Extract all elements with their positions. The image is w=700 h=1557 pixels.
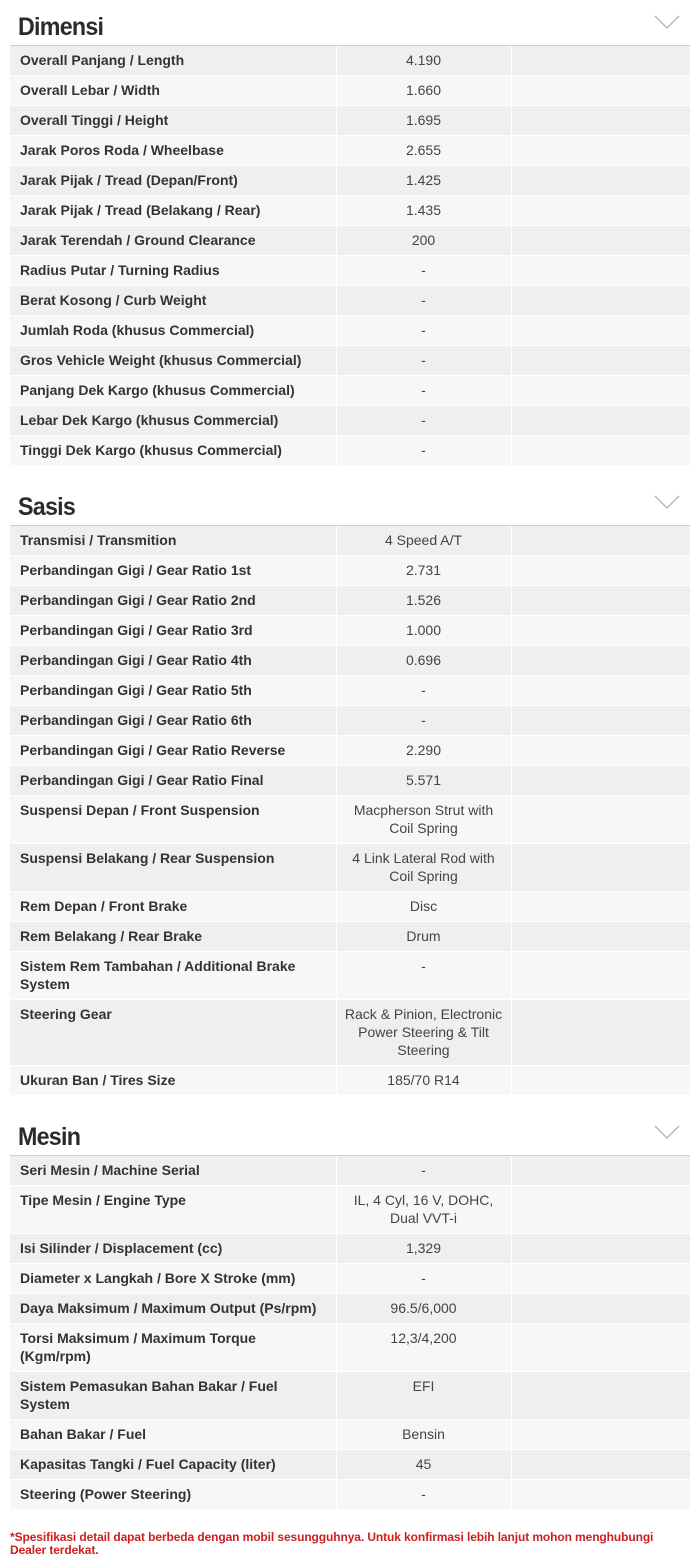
spec-label: Jarak Pijak / Tread (Belakang / Rear) (10, 196, 336, 226)
spec-empty-cell (511, 1066, 690, 1096)
spec-row (10, 76, 690, 106)
spec-label: Steering (Power Steering) (10, 1480, 336, 1510)
spec-empty-cell (511, 766, 690, 796)
spec-row (10, 892, 690, 922)
section-mesin (10, 1110, 690, 1510)
spec-value: 2.655 (336, 136, 511, 166)
spec-row (10, 1420, 690, 1450)
spec-empty-cell (511, 676, 690, 706)
spec-row (10, 1156, 690, 1186)
spec-empty-cell (511, 1000, 690, 1066)
spec-empty-cell (511, 736, 690, 766)
spec-row (10, 586, 690, 616)
spec-label: Seri Mesin / Machine Serial (10, 1156, 336, 1186)
spec-empty-cell (511, 526, 690, 556)
spec-empty-cell (511, 1186, 690, 1234)
spec-empty-cell (511, 376, 690, 406)
spec-empty-cell (511, 952, 690, 1000)
spec-empty-cell (511, 586, 690, 616)
spec-label: Daya Maksimum / Maximum Output (Ps/rpm) (10, 1294, 336, 1324)
spec-empty-cell (511, 892, 690, 922)
chevron-down-icon[interactable] (654, 494, 680, 510)
spec-row (10, 286, 690, 316)
section-header-dimensi[interactable] (10, 0, 690, 46)
spec-label: Bahan Bakar / Fuel (10, 1420, 336, 1450)
spec-value: 185/70 R14 (336, 1066, 511, 1096)
spec-value: 4 Link Lateral Rod with Coil Spring (336, 844, 511, 892)
spec-label: Perbandingan Gigi / Gear Ratio 6th (10, 706, 336, 736)
spec-label: Radius Putar / Turning Radius (10, 256, 336, 286)
spec-empty-cell (511, 1420, 690, 1450)
spec-value: 2.290 (336, 736, 511, 766)
spec-value: 12,3/4,200 (336, 1324, 511, 1372)
spec-label: Kapasitas Tangki / Fuel Capacity (liter) (10, 1450, 336, 1480)
spec-value: 1.526 (336, 586, 511, 616)
spec-label: Rem Depan / Front Brake (10, 892, 336, 922)
spec-empty-cell (511, 646, 690, 676)
disclaimer-footnote: *Spesifikasi detail dapat berbeda dengan mobil sesungguhnya. Untuk konfirmasi lebih lanjut mohon menghubungi Dealer terdekat. (10, 1530, 654, 1557)
spec-value: 4.190 (336, 46, 511, 76)
spec-value: 0.696 (336, 646, 511, 676)
spec-label: Steering Gear (10, 1000, 336, 1066)
spec-row (10, 556, 690, 586)
spec-label: Torsi Maksimum / Maximum Torque (Kgm/rpm) (10, 1324, 336, 1372)
spec-value: 200 (336, 226, 511, 256)
spec-label: Jumlah Roda (khusus Commercial) (10, 316, 336, 346)
spec-row (10, 136, 690, 166)
spec-label: Perbandingan Gigi / Gear Ratio Final (10, 766, 336, 796)
spec-value: - (336, 676, 511, 706)
spec-row (10, 796, 690, 844)
spec-row (10, 844, 690, 892)
spec-label: Isi Silinder / Displacement (cc) (10, 1234, 336, 1264)
spec-value: 1.435 (336, 196, 511, 226)
spec-value: IL, 4 Cyl, 16 V, DOHC, Dual VVT-i (336, 1186, 511, 1234)
spec-row (10, 196, 690, 226)
spec-label: Suspensi Depan / Front Suspension (10, 796, 336, 844)
spec-empty-cell (511, 1450, 690, 1480)
spec-row (10, 766, 690, 796)
spec-empty-cell (511, 844, 690, 892)
spec-empty-cell (511, 556, 690, 586)
spec-row (10, 166, 690, 196)
spec-empty-cell (511, 406, 690, 436)
spec-table-mesin (10, 1156, 690, 1510)
spec-row (10, 376, 690, 406)
spec-empty-cell (511, 346, 690, 376)
spec-value: Disc (336, 892, 511, 922)
spec-row (10, 646, 690, 676)
spec-row (10, 616, 690, 646)
spec-row (10, 922, 690, 952)
spec-label: Lebar Dek Kargo (khusus Commercial) (10, 406, 336, 436)
section-dimensi (10, 0, 690, 466)
spec-label: Transmisi / Transmition (10, 526, 336, 556)
spec-label: Gros Vehicle Weight (khusus Commercial) (10, 346, 336, 376)
spec-label: Overall Panjang / Length (10, 46, 336, 76)
spec-value: Rack & Pinion, Electronic Power Steering & Tilt Steering (336, 1000, 511, 1066)
spec-value: - (336, 286, 511, 316)
spec-empty-cell (511, 166, 690, 196)
spec-label: Jarak Poros Roda / Wheelbase (10, 136, 336, 166)
spec-empty-cell (511, 76, 690, 106)
spec-label: Overall Tinggi / Height (10, 106, 336, 136)
spec-label: Suspensi Belakang / Rear Suspension (10, 844, 336, 892)
spec-empty-cell (511, 1156, 690, 1186)
section-title: Mesin (18, 1123, 81, 1151)
spec-empty-cell (511, 616, 690, 646)
spec-empty-cell (511, 1294, 690, 1324)
spec-row (10, 256, 690, 286)
spec-value: - (336, 1156, 511, 1186)
spec-row (10, 1234, 690, 1264)
spec-value: 45 (336, 1450, 511, 1480)
spec-label: Perbandingan Gigi / Gear Ratio 5th (10, 676, 336, 706)
spec-empty-cell (511, 46, 690, 76)
spec-empty-cell (511, 136, 690, 166)
spec-empty-cell (511, 922, 690, 952)
spec-row (10, 1450, 690, 1480)
spec-row (10, 1372, 690, 1420)
spec-label: Diameter x Langkah / Bore X Stroke (mm) (10, 1264, 336, 1294)
spec-value: - (336, 406, 511, 436)
spec-label: Sistem Rem Tambahan / Additional Brake System (10, 952, 336, 1000)
spec-label: Tipe Mesin / Engine Type (10, 1186, 336, 1234)
spec-empty-cell (511, 196, 690, 226)
spec-value: Macpherson Strut with Coil Spring (336, 796, 511, 844)
spec-empty-cell (511, 106, 690, 136)
spec-label: Perbandingan Gigi / Gear Ratio 2nd (10, 586, 336, 616)
spec-row (10, 526, 690, 556)
spec-row (10, 1264, 690, 1294)
spec-value: - (336, 436, 511, 466)
chevron-down-icon[interactable] (654, 1124, 680, 1140)
spec-value: - (336, 952, 511, 1000)
spec-row (10, 706, 690, 736)
spec-value: - (336, 346, 511, 376)
section-title: Sasis (18, 493, 76, 521)
spec-value: - (336, 1480, 511, 1510)
spec-row (10, 316, 690, 346)
spec-row (10, 436, 690, 466)
spec-value: 1.695 (336, 106, 511, 136)
spec-value: Drum (336, 922, 511, 952)
spec-empty-cell (511, 436, 690, 466)
spec-label: Jarak Terendah / Ground Clearance (10, 226, 336, 256)
spec-label: Perbandingan Gigi / Gear Ratio 4th (10, 646, 336, 676)
spec-label: Overall Lebar / Width (10, 76, 336, 106)
spec-table-sasis (10, 526, 690, 1096)
spec-value: 1.425 (336, 166, 511, 196)
spec-row (10, 106, 690, 136)
spec-row (10, 736, 690, 766)
spec-row (10, 1186, 690, 1234)
spec-empty-cell (511, 316, 690, 346)
spec-value: 4 Speed A/T (336, 526, 511, 556)
section-header-sasis[interactable] (10, 480, 690, 526)
spec-value: 1,329 (336, 1234, 511, 1264)
spec-value: 5.571 (336, 766, 511, 796)
spec-empty-cell (511, 1372, 690, 1420)
spec-row (10, 1324, 690, 1372)
spec-label: Panjang Dek Kargo (khusus Commercial) (10, 376, 336, 406)
spec-row (10, 346, 690, 376)
spec-label: Rem Belakang / Rear Brake (10, 922, 336, 952)
spec-value: - (336, 1264, 511, 1294)
spec-value: EFI (336, 1372, 511, 1420)
spec-value: 96.5/6,000 (336, 1294, 511, 1324)
spec-label: Berat Kosong / Curb Weight (10, 286, 336, 316)
chevron-down-icon[interactable] (654, 14, 680, 30)
spec-label: Tinggi Dek Kargo (khusus Commercial) (10, 436, 336, 466)
spec-label: Jarak Pijak / Tread (Depan/Front) (10, 166, 336, 196)
spec-label: Perbandingan Gigi / Gear Ratio Reverse (10, 736, 336, 766)
section-header-mesin[interactable] (10, 1110, 690, 1156)
spec-table-dimensi (10, 46, 690, 466)
spec-empty-cell (511, 796, 690, 844)
spec-empty-cell (511, 1234, 690, 1264)
spec-label: Sistem Pemasukan Bahan Bakar / Fuel System (10, 1372, 336, 1420)
spec-empty-cell (511, 1324, 690, 1372)
section-sasis (10, 480, 690, 1096)
spec-row (10, 1066, 690, 1096)
spec-empty-cell (511, 706, 690, 736)
spec-label: Ukuran Ban / Tires Size (10, 1066, 336, 1096)
spec-row (10, 1294, 690, 1324)
spec-value: - (336, 256, 511, 286)
spec-value: - (336, 376, 511, 406)
spec-value: Bensin (336, 1420, 511, 1450)
spec-row (10, 46, 690, 76)
spec-value: 1.660 (336, 76, 511, 106)
spec-value: - (336, 706, 511, 736)
spec-row (10, 406, 690, 436)
spec-empty-cell (511, 1264, 690, 1294)
spec-value: 1.000 (336, 616, 511, 646)
spec-row (10, 952, 690, 1000)
spec-row (10, 1480, 690, 1510)
section-title: Dimensi (18, 13, 104, 41)
spec-empty-cell (511, 256, 690, 286)
spec-value: 2.731 (336, 556, 511, 586)
spec-value: - (336, 316, 511, 346)
spec-row (10, 226, 690, 256)
spec-label: Perbandingan Gigi / Gear Ratio 1st (10, 556, 336, 586)
spec-empty-cell (511, 226, 690, 256)
spec-empty-cell (511, 1480, 690, 1510)
spec-label: Perbandingan Gigi / Gear Ratio 3rd (10, 616, 336, 646)
spec-empty-cell (511, 286, 690, 316)
spec-row (10, 1000, 690, 1066)
spec-row (10, 676, 690, 706)
